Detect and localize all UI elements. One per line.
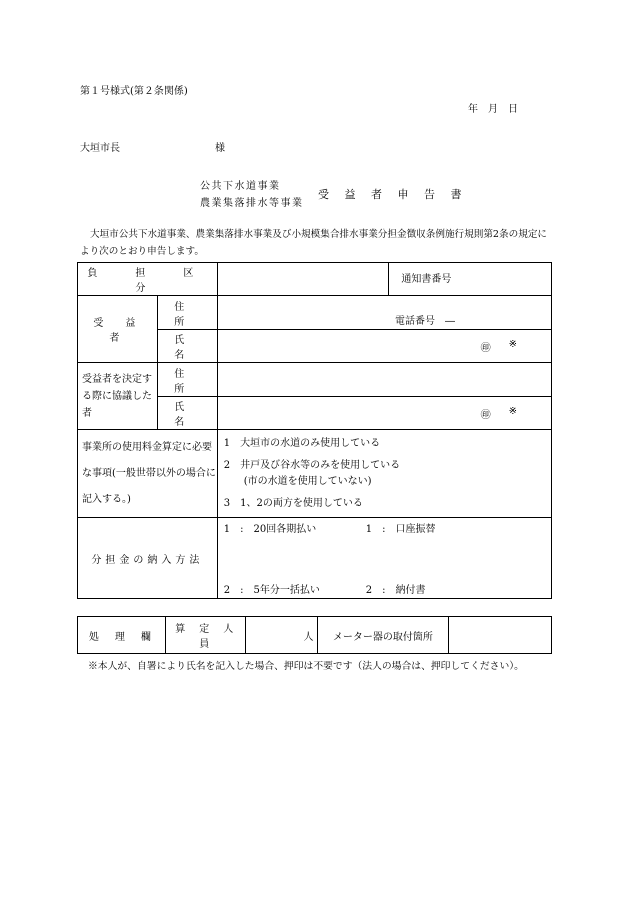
page-title: 受 益 者 申 告 書 bbox=[318, 188, 468, 201]
consulted-address-field[interactable] bbox=[217, 363, 551, 397]
title-project-names bbox=[200, 178, 304, 212]
consulted-name-field[interactable] bbox=[217, 397, 551, 430]
beneficiary-address-label: 住 所 bbox=[157, 296, 217, 330]
usage-options[interactable] bbox=[217, 430, 551, 518]
processing-label: 処 理 欄 bbox=[78, 617, 166, 654]
calc-persons-field[interactable] bbox=[245, 617, 317, 654]
notice-number-label: 通知書番号 bbox=[401, 273, 452, 285]
seal-mark-2: ㊞ bbox=[480, 409, 491, 421]
title-line-1: 公共下水道事業 bbox=[200, 181, 281, 192]
burden-label: 負 担 区 分 bbox=[78, 263, 218, 296]
payment-method-transfer[interactable]: 1 : 口座振替 bbox=[365, 524, 436, 535]
beneficiary-name-label: 氏 名 bbox=[157, 330, 217, 363]
payment-options[interactable] bbox=[217, 518, 551, 599]
honorific: 様 bbox=[215, 143, 225, 154]
usage-label: 事業所の使用料金算定に必要な事項(一般世帯以外の場合に記入する。) bbox=[78, 430, 218, 518]
beneficiary-name-field[interactable] bbox=[217, 330, 551, 363]
usage-option-2-note: (市の水道を使用していない) bbox=[243, 475, 372, 487]
calc-persons-label: 算 定 人 員 bbox=[165, 617, 245, 654]
consulted-party-label: 受益者を決定する際に協議した者 bbox=[78, 363, 158, 430]
meter-location-field[interactable] bbox=[449, 617, 552, 654]
seal-mark: ㊞ bbox=[480, 342, 491, 354]
title-line-2: 農業集落排水等事業 bbox=[200, 198, 304, 209]
usage-option-2[interactable]: 2 井戸及び谷水等のみを使用している bbox=[223, 459, 401, 471]
payment-option-lump-sum[interactable]: 2 : 5年分一括払い bbox=[223, 585, 320, 596]
beneficiary-label: 受 益 者 bbox=[78, 296, 158, 363]
footnote: ※本人が、自署により氏名を記入した場合、押印は不要です（法人の場合は、押印してください）。 bbox=[88, 661, 524, 672]
usage-option-1[interactable]: 1 大垣市の水道のみ使用している bbox=[223, 437, 381, 449]
burden-field[interactable] bbox=[217, 263, 389, 296]
recipient: 大垣市長 bbox=[80, 143, 120, 154]
consulted-address-label: 住 所 bbox=[157, 363, 217, 397]
meter-location-label: メーター器の取付箇所 bbox=[317, 617, 449, 654]
intro-paragraph: 大垣市公共下水道事業、農業集落排水事業及び小規模集合排水事業分担金徴収条例施行規則第2条の規定により次のとおり申告します。 bbox=[80, 229, 548, 257]
date-line: 年 月 日 bbox=[468, 104, 518, 115]
phone-label: 電話番号 ― bbox=[395, 316, 455, 327]
kome-mark-2: ※ bbox=[508, 405, 517, 417]
consulted-name-label: 氏 名 bbox=[157, 397, 217, 430]
form-number: 第１号様式(第２条関係) bbox=[80, 86, 188, 97]
declaration-table bbox=[77, 262, 552, 599]
beneficiary-address-field[interactable] bbox=[217, 296, 551, 330]
payment-label: 分担金の納入方法 bbox=[78, 518, 218, 599]
kome-mark: ※ bbox=[508, 338, 517, 350]
payment-method-slip[interactable]: 2 : 納付書 bbox=[365, 585, 426, 596]
notice-number-field[interactable] bbox=[389, 263, 552, 296]
processing-table bbox=[77, 616, 552, 654]
people-unit: 人 bbox=[303, 631, 314, 643]
payment-option-installments[interactable]: 1 : 20回各期払い bbox=[223, 524, 317, 535]
usage-option-3[interactable]: 3 1、2の両方を使用している bbox=[223, 497, 363, 509]
